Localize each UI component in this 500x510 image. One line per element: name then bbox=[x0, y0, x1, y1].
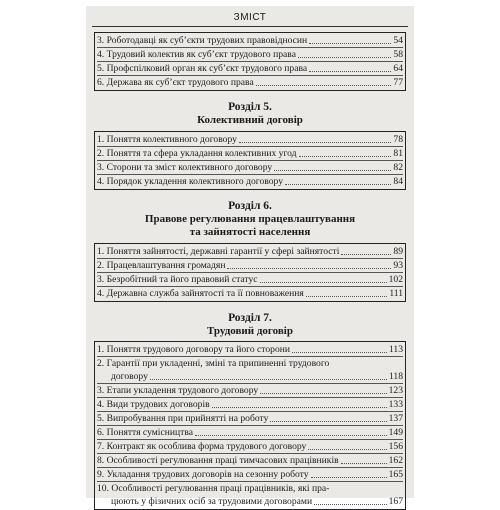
toc-leader-dots bbox=[256, 85, 392, 86]
section-7-title: Трудовий договір bbox=[207, 324, 293, 337]
toc-entry-title: 6. Поняття сумісництва bbox=[97, 427, 193, 438]
toc-entry bbox=[97, 133, 403, 147]
toc-entry bbox=[97, 245, 403, 259]
toc-leader-dots bbox=[227, 268, 391, 269]
toc-leader-dots bbox=[311, 477, 387, 478]
toc-leader-dots bbox=[308, 449, 386, 450]
section-6-heading: Розділ 6. bbox=[228, 199, 272, 212]
toc-entry-page: 137 bbox=[388, 413, 403, 424]
toc-entry-title: 7. Контракт як особлива форма трудового договору bbox=[97, 441, 307, 452]
toc-entry-page: 84 bbox=[393, 175, 403, 187]
toc-entry-title: 3. Роботодавці як суб’єкти трудових правовідносин bbox=[97, 35, 308, 46]
toc-entry-title: 2. Працевлаштування громадян bbox=[97, 259, 226, 271]
toc-entry-title-cont: договору bbox=[111, 371, 148, 382]
toc-entry-page: 165 bbox=[388, 469, 403, 480]
toc-leader-dots bbox=[299, 156, 392, 157]
section-5-list bbox=[94, 131, 406, 190]
toc-leader-dots bbox=[239, 142, 391, 143]
toc-entry bbox=[97, 147, 403, 161]
toc-entry-page: 54 bbox=[393, 35, 403, 46]
toc-entry-page: 78 bbox=[393, 133, 403, 145]
toc-leader-dots bbox=[212, 407, 387, 408]
toc-leader-dots bbox=[341, 463, 387, 464]
toc-entry bbox=[97, 343, 403, 357]
toc-entry-page: 58 bbox=[393, 49, 403, 60]
toc-entry bbox=[97, 76, 403, 89]
toc-entry-page: 123 bbox=[388, 385, 403, 396]
toc-entry-page: 111 bbox=[389, 287, 403, 299]
toc-entry bbox=[97, 34, 403, 48]
toc-entry-title: 2. Поняття та сфера укладання колективних угод bbox=[97, 147, 297, 159]
toc-leader-dots bbox=[309, 43, 391, 44]
toc-leader-dots bbox=[270, 421, 386, 422]
toc-entry-title: 1. Поняття колективного договору bbox=[97, 133, 237, 145]
toc-leader-dots bbox=[292, 352, 387, 353]
toc-entry-title: 6. Держава як суб’єкт трудового права bbox=[97, 77, 254, 88]
toc-entry-title: 3. Етапи укладення трудового договору bbox=[97, 385, 259, 396]
toc-content bbox=[86, 27, 414, 510]
toc-entry bbox=[97, 384, 403, 398]
section-6-list bbox=[94, 243, 406, 302]
toc-entry-title: 5. Випробування при прийнятті на роботу bbox=[97, 413, 269, 424]
toc-entry-title-cont: цюють у фізичних осіб за трудовими договорами bbox=[111, 496, 313, 507]
toc-leader-dots bbox=[274, 170, 391, 171]
toc-leader-dots bbox=[150, 379, 387, 380]
toc-entry-title: 4. Державна служба зайнятості та її повноваження bbox=[97, 287, 304, 299]
toc-entry-title: 4. Трудовий колектив як суб’єкт трудового права bbox=[97, 49, 296, 60]
toc-leader-dots bbox=[285, 184, 391, 185]
toc-entry-title: 4. Порядок укладення колективного договору bbox=[97, 175, 283, 187]
toc-entry-title: 8. Особливості регулювання праці тимчасових працівників bbox=[97, 455, 339, 466]
toc-entry bbox=[97, 62, 403, 76]
toc-entry-page: 77 bbox=[393, 77, 403, 88]
toc-entry-title: 5. Профспілковий орган як суб’єкт трудового права bbox=[97, 63, 308, 74]
toc-entry-title: 3. Сторони та зміст колективного договору bbox=[97, 161, 273, 173]
toc-entry-page: 89 bbox=[393, 245, 403, 257]
toc-leader-dots bbox=[298, 57, 391, 58]
toc-entry bbox=[97, 259, 403, 273]
toc-top-list bbox=[94, 32, 406, 91]
toc-entry bbox=[97, 426, 403, 440]
toc-entry-title: 2. Гарантії при укладенні, зміні та припиненні трудового bbox=[97, 358, 330, 369]
page-header: ЗМІСТ bbox=[92, 6, 408, 27]
toc-leader-dots bbox=[260, 282, 387, 283]
toc-entry-page: 133 bbox=[388, 399, 403, 410]
toc-entry bbox=[97, 440, 403, 454]
toc-entry bbox=[97, 412, 403, 426]
toc-leader-dots bbox=[306, 296, 388, 297]
toc-entry-page: 156 bbox=[388, 441, 403, 452]
toc-entry-page: 64 bbox=[393, 63, 403, 74]
toc-entry-title: 9. Укладання трудових договорів на сезонну роботу bbox=[97, 469, 309, 480]
toc-entry bbox=[97, 357, 403, 370]
toc-entry bbox=[97, 273, 403, 287]
toc-entry-title: 1. Поняття трудового договору та його сторони bbox=[97, 344, 291, 355]
toc-entry bbox=[97, 48, 403, 62]
toc-entry-title: 10. Особливості регулювання праці працівників, які пра- bbox=[97, 483, 330, 494]
toc-entry bbox=[97, 175, 403, 188]
toc-leader-dots bbox=[260, 393, 386, 394]
toc-entry bbox=[97, 454, 403, 468]
toc-entry-page: 113 bbox=[388, 344, 403, 355]
toc-leader-dots bbox=[309, 71, 391, 72]
toc-leader-dots bbox=[314, 504, 387, 505]
toc-entry-page: 102 bbox=[388, 273, 403, 285]
toc-entry-page: 149 bbox=[388, 427, 403, 438]
toc-leader-dots bbox=[195, 435, 387, 436]
toc-entry-page: 82 bbox=[393, 161, 403, 173]
toc-entry-title: 4. Види трудових договорів bbox=[97, 399, 210, 410]
toc-entry-page: 162 bbox=[388, 455, 403, 466]
toc-leader-dots bbox=[341, 254, 391, 255]
book-page bbox=[86, 6, 414, 507]
toc-entry bbox=[97, 482, 403, 495]
toc-entry bbox=[97, 398, 403, 412]
section-7-list bbox=[94, 341, 406, 510]
toc-entry-page: 167 bbox=[388, 496, 403, 507]
toc-entry-page: 81 bbox=[393, 147, 403, 159]
section-6-title-line-2: та зайнятості населення bbox=[189, 226, 311, 238]
toc-entry bbox=[97, 161, 403, 175]
section-6-title-line-1: Правове регулювання працевлаштування bbox=[144, 212, 356, 225]
toc-entry-title: 1. Поняття зайнятості, державні гарантії у сфері зайнятості bbox=[97, 245, 340, 257]
toc-entry-continuation bbox=[97, 495, 403, 508]
toc-entry-continuation bbox=[97, 370, 403, 384]
section-5-title: Колективний договір bbox=[197, 114, 303, 126]
section-7-heading: Розділ 7. bbox=[228, 311, 272, 324]
toc-entry-page: 118 bbox=[388, 371, 403, 382]
toc-entry-page: 93 bbox=[393, 259, 403, 271]
section-5-heading: Розділ 5. bbox=[228, 101, 272, 113]
toc-entry bbox=[97, 287, 403, 300]
toc-entry-title: 3. Безробітний та його правовий статус bbox=[97, 273, 258, 285]
toc-entry bbox=[97, 468, 403, 482]
